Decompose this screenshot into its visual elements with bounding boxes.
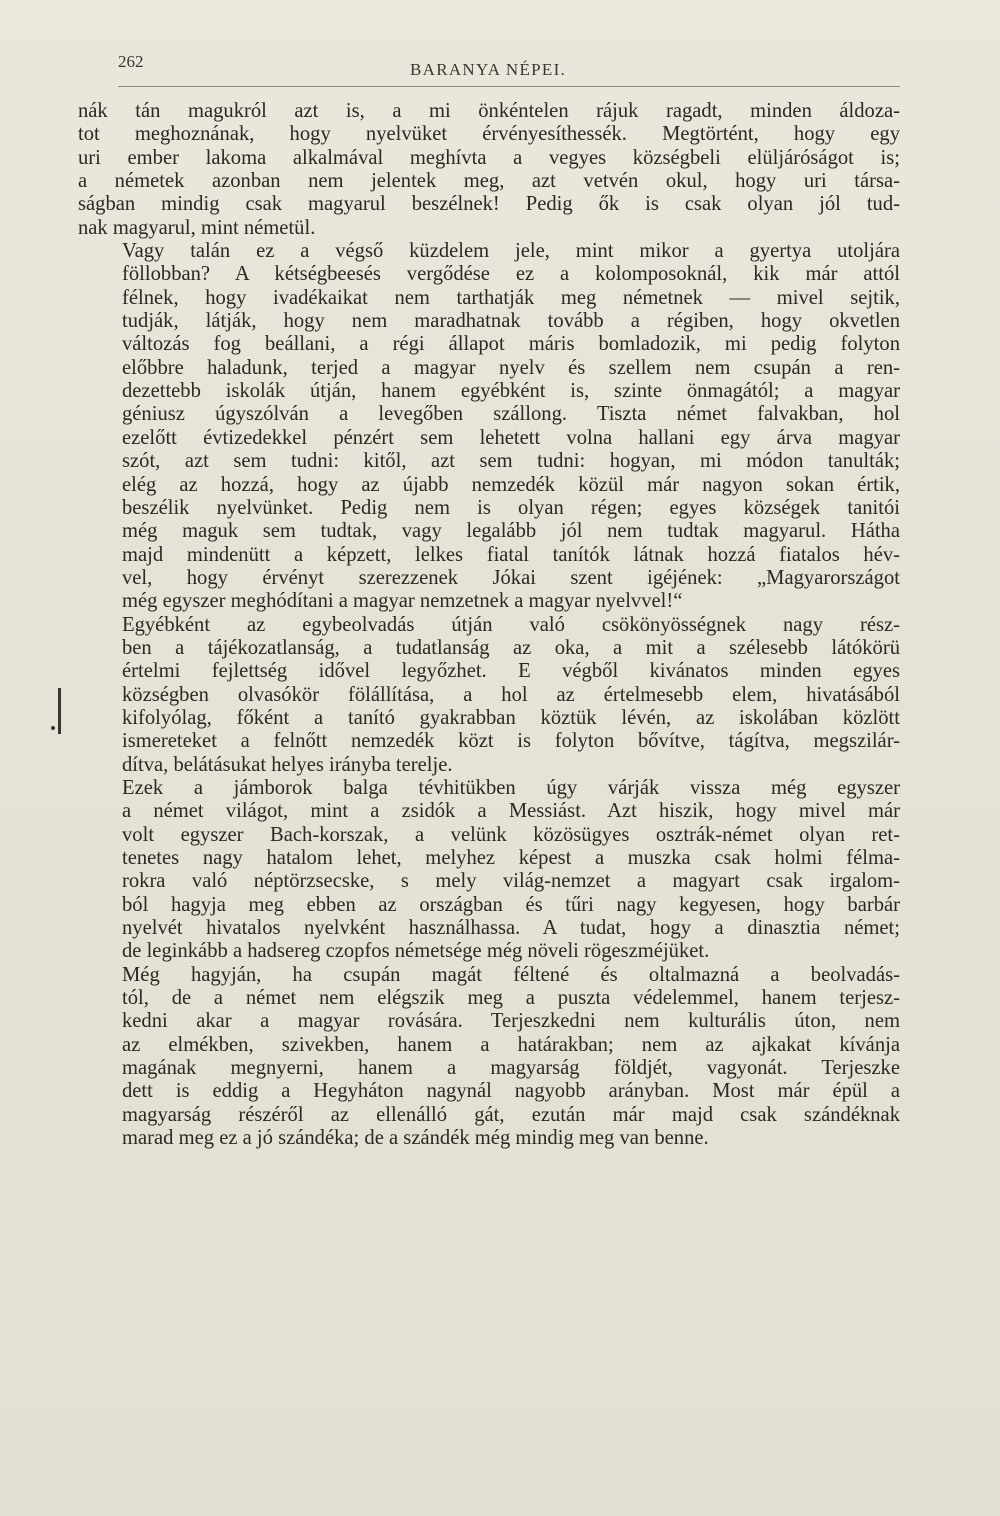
text-line: nyelvét hivatalos nyelvként használhassa. A tudat, hogy a dinasztia német; xyxy=(122,917,900,940)
paragraph-5 xyxy=(78,964,900,1151)
text-line: tudják, látják, hogy nem maradhatnak tovább a régiben, hogy okvetlen xyxy=(122,310,900,333)
text-line: magyarság részéről az ellenálló gát, ezután már majd csak szándéknak xyxy=(122,1103,900,1126)
text-line: szót, azt sem tudni: kitől, azt sem tudni: hogyan, mi módon tanulták; xyxy=(122,450,900,473)
text-line: kedni akar a magyar rovására. Terjeszkedni nem kulturális úton, nem xyxy=(122,1010,900,1033)
text-line: dezettebb iskolák útján, hanem egyébként is, szinte önmagától; a magyar xyxy=(122,380,900,403)
text-line: az elmékben, szivekben, hanem a határakban; nem az ajkakat kívánja xyxy=(122,1033,900,1056)
text-line: elég az hozzá, hogy az újabb nemzedék közül már nagyon sokan értik, xyxy=(122,473,900,496)
text-line: nák tán magukról azt is, a mi önkéntelen rájuk ragadt, minden áldoza- xyxy=(78,100,900,122)
page-number: 262 xyxy=(118,52,144,71)
text-line: uri ember lakoma alkalmával meghívta a vegyes községbeli elüljáróságot is; xyxy=(78,146,900,169)
text-line: tot meghoznának, hogy nyelvüket érvényesíthessék. Megtörtént, hogy egy xyxy=(78,123,900,146)
text-line: nak magyarul, mint németül. xyxy=(78,216,316,239)
text-line: dítva, belátásukat helyes irányba terelje. xyxy=(122,753,453,776)
text-line: Vagy talán ez a végső küzdelem jele, mint mikor a gyertya utoljára xyxy=(122,240,900,263)
text-line: a német világot, mint a zsidók a Messiást. Azt hiszik, hogy mivel már xyxy=(122,800,900,823)
text-line: beszélik nyelvünket. Pedig nem is olyan régen; egyes községek tanitói xyxy=(122,496,900,519)
text-line: föllobban? A kétségbeesés vergődése ez a kolomposoknál, kik már attól xyxy=(122,263,900,286)
text-line: kifolyólag, főként a tanító gyakrabban köztük lévén, az iskolában közlött xyxy=(122,706,900,729)
text-line: tól, de a német nem elégszik meg a puszta védelemmel, hanem terjesz- xyxy=(122,987,900,1010)
text-line: tenetes nagy hatalom lehet, melyhez képest a muszka csak holmi félma- xyxy=(122,847,900,869)
text-line: ból hagyja meg ebben az országban és tűri nagy kegyesen, hogy barbár xyxy=(122,893,900,916)
text-line: majd mindenütt a képzett, lelkes fiatal tanítók látnak hozzá fiatalos hév- xyxy=(122,543,900,566)
text-line: a németek azonban nem jelentek meg, azt vetvén okul, hogy uri társa- xyxy=(78,170,900,193)
text-line: még maguk sem tudtak, vagy legalább jól nem tudtak magyarul. Hátha xyxy=(122,520,900,543)
paragraph-2 xyxy=(78,240,900,614)
text-line: volt egyszer Bach-korszak, a velünk közösügyes osztrák-német olyan ret- xyxy=(122,823,900,846)
margin-mark-bar xyxy=(58,688,61,734)
text-line: marad meg ez a jó szándéka; de a szándék még mindig meg van benne. xyxy=(122,1127,709,1150)
text-line: Még hagyján, ha csupán magát féltené és oltalmazná a beolvadás- xyxy=(122,963,900,986)
text-line: vel, hogy érvényt szerezzenek Jókai szent igéjének: „Magyarországot xyxy=(122,566,900,589)
text-line: rokra való néptörzsecske, s mely világ-nemzet a magyart csak irgalom- xyxy=(122,870,900,893)
text-line: értelmi fejlettség idővel legyőzhet. E végből kivánatos minden egyes xyxy=(122,660,900,683)
text-line: községben olvasókör fölállítása, a hol az értelmesebb elem, hivatásából xyxy=(122,683,900,706)
text-line: Ezek a jámborok balga tévhitükben úgy várják vissza még egyszer xyxy=(122,776,900,799)
page-header xyxy=(118,52,900,87)
text-line: ben a tájékozatlanság, a tudatlanság az oka, a mit a szélesebb látókörü xyxy=(122,636,900,659)
text-line: félnek, hogy ivadékaikat nem tarthatják meg németnek — mivel sejtik, xyxy=(122,286,900,309)
text-line: ságban mindig csak magyarul beszélnek! Pedig ők is csak olyan jól tud- xyxy=(78,193,900,216)
body-text xyxy=(78,100,900,1150)
paragraph-4 xyxy=(78,777,900,964)
text-line: még egyszer meghódítani a magyar nemzetnek a magyar nyelvvel!“ xyxy=(122,590,683,613)
text-line: ezelőtt évtizedekkel pénzért sem lehetett volna hallani egy árva magyar xyxy=(122,426,900,449)
text-line: változás fog beállani, a régi állapot máris bomladozik, mi pedig folyton xyxy=(122,333,900,356)
margin-mark-dot xyxy=(51,726,55,730)
text-line: ismereteket a felnőtt nemzedék közt is folyton bővítve, tágítva, megszilár- xyxy=(122,730,900,753)
text-line: előbbre haladunk, terjed a magyar nyelv és szellem nem csupán a ren- xyxy=(122,356,900,379)
text-line: Egyébként az egybeolvadás útján való csökönyösségnek nagy rész- xyxy=(122,613,900,636)
running-head: BARANYA NÉPEI. xyxy=(410,60,567,79)
text-line: de leginkább a hadsereg czopfos németsége még növeli rögeszméjüket. xyxy=(122,940,710,963)
margin-pencil-mark xyxy=(55,688,63,736)
text-line: magának megnyerni, hanem a magyarság földjét, vagyonát. Terjeszke xyxy=(122,1057,900,1080)
paragraph-3 xyxy=(78,614,900,777)
text-line: dett is eddig a Hegyháton nagynál nagyobb arányban. Most már épül a xyxy=(122,1080,900,1103)
text-line: géniusz úgyszólván a levegőben szállong. Tiszta német falvakban, hol xyxy=(122,403,900,426)
paragraph-1 xyxy=(78,100,900,240)
